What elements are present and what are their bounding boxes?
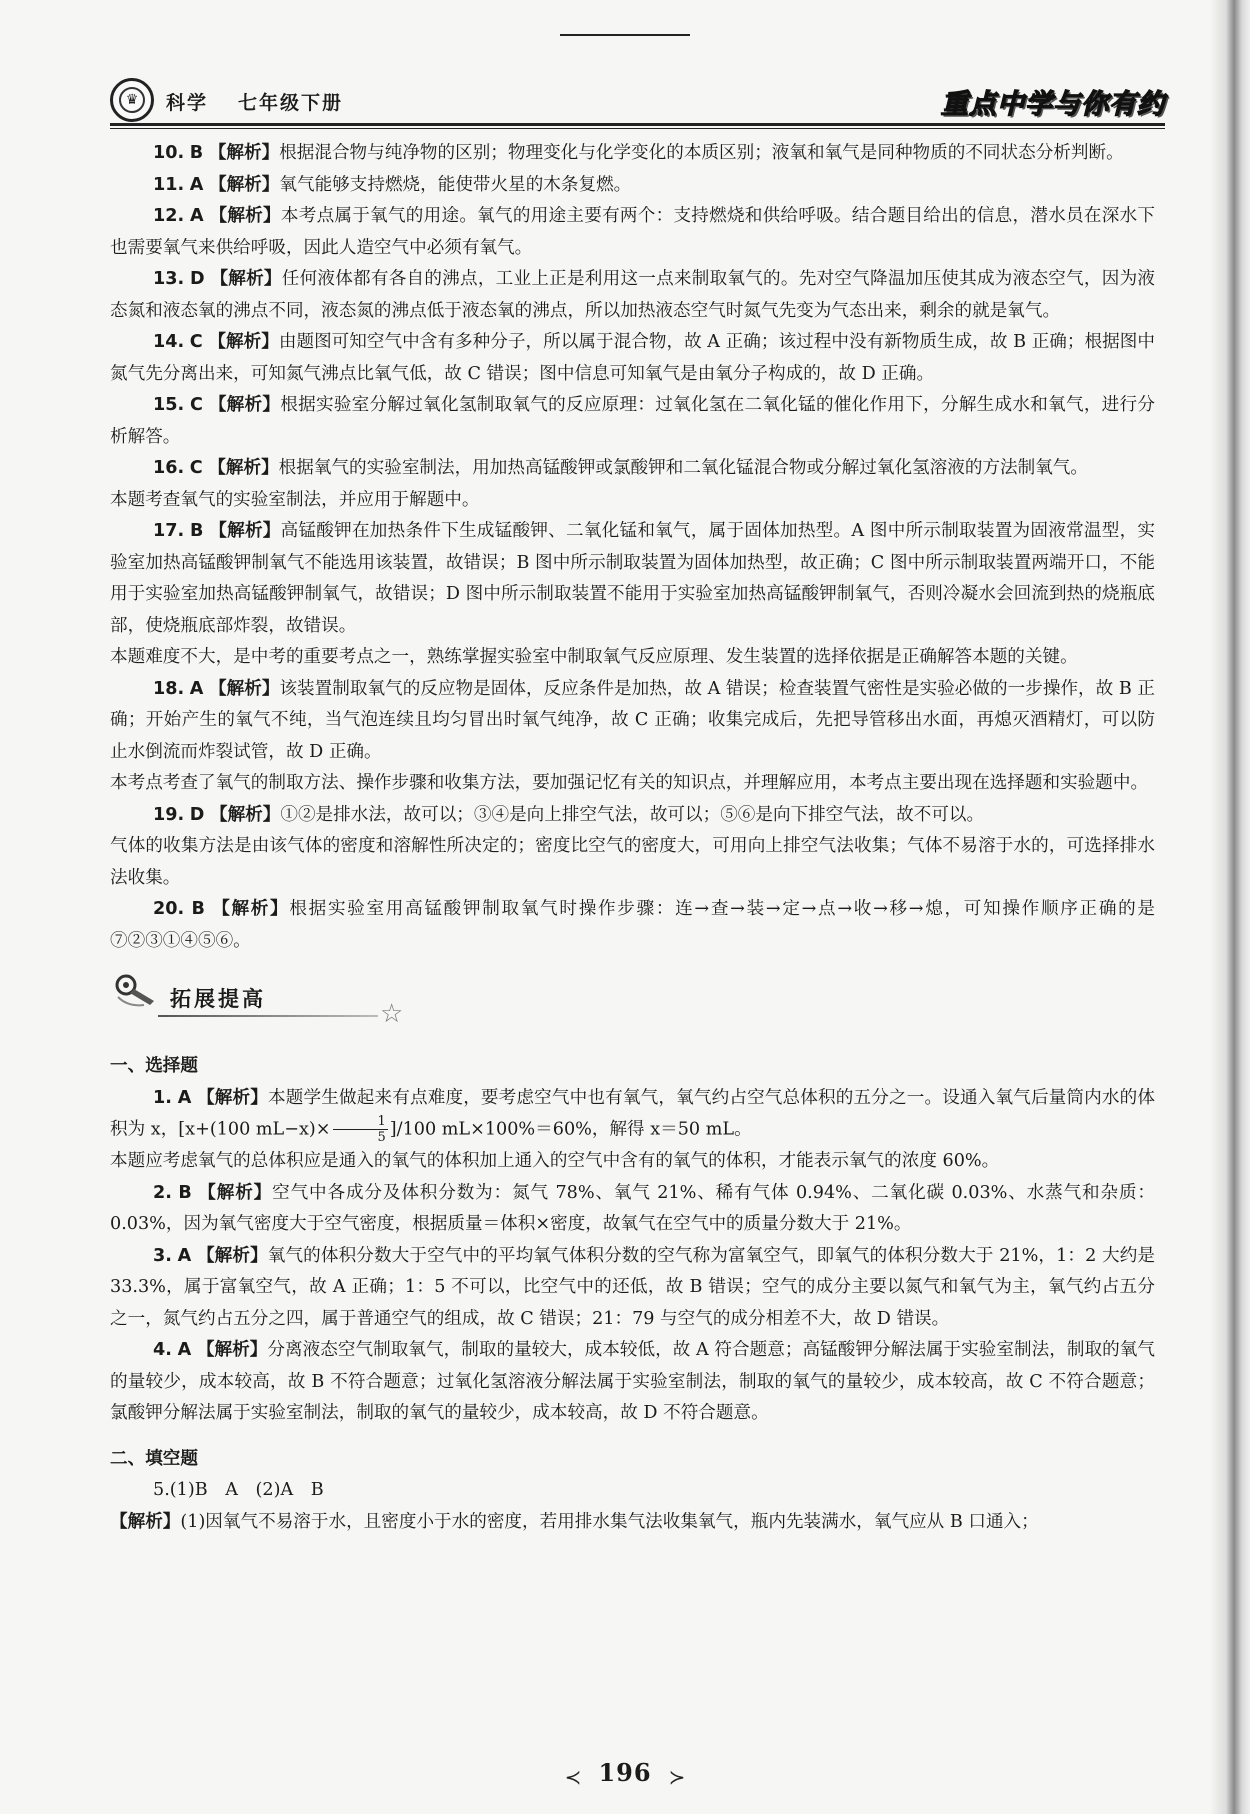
banner-underline: [158, 1015, 378, 1017]
answer-content: [110, 138, 1155, 1538]
analysis-text: 任何液体都有各自的沸点，工业上正是利用这一点来制取氧气的。先对空气降温加压使其成为液态空气，因为液态氮和液态氧的沸点不同，液态氮的沸点低于液态氧的沸点，所以加热液态空气时氮气先变为气态出来，剩余的就是氧气。: [110, 269, 1155, 321]
analysis-text: 根据实验室分解过氧化氢制取氧气的反应原理：过氧化氢在二氧化锰的催化作用下，分解生成水和氧气，进行分析解答。: [110, 395, 1155, 447]
fraction-denominator: 5: [377, 1130, 386, 1145]
answer-item: [110, 894, 1155, 957]
answer-item: [110, 674, 1155, 769]
analysis-text: 由题图可知空气中含有多种分子，所以属于混合物，故 A 正确；该过程中没有新物质生成，故 B 正确；根据图中氮气先分离出来，可知氮气沸点比氧气低，故 C 错误；图中信息可知氧气是由氧分子构成的，故 D 正确。: [110, 332, 1155, 384]
item-answer: B: [189, 143, 204, 163]
analysis-tag: 【解析】: [209, 804, 281, 825]
item-answer: A: [189, 174, 204, 195]
analysis-text: 空气中各成分及体积分数为：氮气 78%、氧气 21%、稀有气体 0.94%、二氧化碳 0.03%、水蒸气和杂质：0.03%，因为氧气密度大于空气密度，根据质量＝体积×密度，故氧气在空气中的质量分数大于 21%。: [110, 1182, 1156, 1234]
grade-label: 七年级下册: [238, 92, 344, 114]
header-rule: [110, 123, 1165, 126]
answer-item: [110, 516, 1155, 642]
analysis-text: 氧气能够支持燃烧，能使带火星的木条复燃。: [279, 174, 632, 195]
page-number: 196: [598, 1758, 652, 1787]
analysis-tag: 【解析】: [209, 678, 280, 699]
analysis-tag: 【解析】: [208, 332, 279, 352]
answer-item: [110, 1335, 1155, 1430]
footer-rule: [560, 34, 690, 36]
answer-item: [110, 264, 1155, 327]
series-title: 重点中学与你有约: [941, 89, 1165, 120]
answer-item: [110, 170, 1155, 202]
footer-right-ornament: ≻: [668, 1764, 686, 1789]
analysis-tag: 【解析】: [208, 458, 279, 478]
item-number: 10.: [153, 143, 185, 163]
analysis-text: (1)因氧气不易溶于水，且密度小于水的密度，若用排水集气法收集氧气，瓶内先装满水，氧气应从 B 口通入；: [180, 1511, 1039, 1532]
answer-item: [110, 327, 1155, 390]
analysis-tag: 【解析】: [196, 1245, 268, 1266]
answer-list-2: [110, 1178, 1155, 1430]
answer-note: 本考点考查了氧气的制取方法、操作步骤和收集方法，要加强记忆有关的知识点，并理解应用，本考点主要出现在选择题和实验题中。: [110, 773, 1149, 793]
analysis-text-cont: ]/100 mL×100%＝60%，解得 x＝50 mL。: [389, 1119, 752, 1140]
analysis-text: 高锰酸钾在加热条件下生成锰酸钾、二氧化锰和氧气，属于固体加热型。A 图中所示制取装置为固液常温型，实验室加热高锰酸钾制氧气不能选用该装置，故错误；B 图中所示制取装置为固体加热型，故正确；C 图中所示制取装置两端开口，不能用于实验室加热高锰酸钾制氧气，故错误；D 图中所示制取装置不能用于实验室加热高锰酸钾制氧气，否则冷凝水会回流到热的烧瓶底部，使烧瓶底部炸裂，故错误。: [110, 521, 1155, 636]
section-banner: [110, 965, 1155, 1037]
analysis-text: 本题学生做起来有点难度，要考虑空气中也有氧气，氧气约占空气总体积的五分之一。设通入氧气后量筒内水的体积为 x，[x+(100 mL−x)×: [110, 1087, 1155, 1140]
key-ribbon-icon: [114, 971, 160, 1011]
analysis-tag: 【解析】: [196, 1340, 268, 1360]
item-answer: C: [189, 458, 203, 478]
item-answer: A: [189, 678, 204, 699]
item-number: 2.: [153, 1182, 172, 1203]
answer-note-1: 本题应考虑氧气的总体积应是通入的氧气的体积加上通入的空气中含有的氧气的体积，才能表示氧气的浓度 60%。: [110, 1151, 1000, 1171]
item-answer: A: [177, 1340, 192, 1360]
page-edge: [1210, 0, 1250, 1814]
analysis-tag: 【解析】: [210, 269, 282, 289]
item-number: 18.: [153, 678, 185, 699]
item-number: 16.: [153, 458, 185, 478]
item-number: 17.: [153, 521, 185, 541]
footer-left-ornament: ≺: [564, 1764, 582, 1789]
item-number: 4.: [153, 1340, 172, 1360]
answer-note: 本题考查氧气的实验室制法，并应用于解题中。: [110, 489, 480, 510]
answer-item: [110, 1178, 1155, 1241]
analysis-text: 氧气的体积分数大于空气中的平均氧气体积分数的空气称为富氧空气，即氧气的体积分数大于 21%，1：2 大约是 33.3%，属于富氧空气，故 A 正确；1：5 不可以，比空气中的还低，故 B 错误；空气的成分主要以氮气和氧气为主，氧气约占五分之一，氮气约占五分之四，属于普通空气的组成，故 C 错误；21：79 与空气的成分相差不大，故 D 错误。: [110, 1245, 1155, 1329]
analysis-tag: 【解析】: [209, 206, 281, 226]
header-rule-thin: [110, 128, 1165, 129]
fraction-numerator: 1: [333, 1114, 388, 1130]
answer-analysis-5: [110, 1507, 1155, 1539]
item-number: 15.: [153, 395, 185, 415]
item-answer: B: [178, 1182, 192, 1203]
item-number: 19.: [153, 804, 185, 825]
analysis-tag: 【解析】: [212, 899, 290, 919]
analysis-tag: 【解析】: [209, 521, 281, 541]
star-icon: ☆: [380, 999, 404, 1029]
item-number: 20.: [153, 899, 185, 919]
analysis-text: 根据氧气的实验室制法，用加热高锰酸钾或氯酸钾和二氧化锰混合物或分解过氧化氢溶液的方法制氧气。: [278, 458, 1088, 478]
analysis-tag: 【解析】: [208, 395, 281, 415]
section-heading-choice: 一、选择题: [110, 1056, 198, 1076]
page-footer: [0, 1758, 1250, 1798]
analysis-text: 本考点属于氧气的用途。氧气的用途主要有两个：支持燃烧和供给呼吸。结合题目给出的信息，潜水员在深水下也需要氧气来供给呼吸，因此人造空气中必须有氧气。: [110, 206, 1155, 258]
graduation-cap-icon: ♛: [110, 78, 154, 122]
item-answer: A: [177, 1245, 192, 1266]
analysis-tag: 【解析】: [208, 174, 280, 195]
analysis-tag: 【解析】: [198, 1182, 273, 1203]
answer-item: [110, 138, 1155, 170]
subject-label: 科学: [166, 92, 209, 114]
analysis-tag: 【解析】: [110, 1511, 181, 1532]
item-answer: C: [189, 332, 203, 352]
item-answer: A: [190, 206, 204, 226]
item-answer: B: [190, 521, 204, 541]
item-number: 1.: [153, 1087, 172, 1108]
answer-list: [110, 138, 1155, 957]
analysis-tag: 【解析】: [197, 1087, 269, 1108]
item-answer: A: [177, 1087, 192, 1108]
analysis-text: ①②是排水法，故可以；③④是向上排空气法，故可以；⑤⑥是向下排空气法，故不可以。: [280, 804, 985, 825]
analysis-text: 该装置制取氧气的反应物是固体，反应条件是加热，故 A 错误；检查装置气密性是实验必做的一步操作，故 B 正确；开始产生的氧气不纯，当气泡连续且均匀冒出时氧气纯净，故 C 正确；收集完成后，先把导管移出水面，再熄灭酒精灯，可以防止水倒流而炸裂试管，故 D 正确。: [110, 678, 1155, 762]
analysis-tag: 【解析】: [208, 143, 280, 163]
item-answer: C: [190, 395, 203, 415]
item-answer: D: [190, 269, 205, 289]
answer-item: [110, 1241, 1155, 1336]
item-answer: D: [189, 804, 205, 825]
answer-item: [110, 201, 1155, 264]
analysis-text: 根据实验室用高锰酸钾制取氧气时操作步骤：连→查→装→定→点→收→移→熄，可知操作顺序正确的是⑦②③①④⑤⑥。: [110, 899, 1156, 951]
answer-item: [110, 453, 1155, 485]
answer-item: [110, 390, 1155, 453]
item-number: 11.: [153, 174, 185, 195]
answer-note: 本题难度不大，是中考的重要考点之一，熟练掌握实验室中制取氧气反应原理、发生装置的选择依据是正确解答本题的关键。: [110, 647, 1078, 667]
section-heading-fill: 二、填空题: [110, 1448, 198, 1469]
item-number: 12.: [153, 206, 185, 226]
banner-title: 拓展提高: [170, 987, 266, 1011]
item-number: 13.: [153, 269, 185, 289]
analysis-text: 分离液态空气制取氧气，制取的量较大，成本较低，故 A 符合题意；高锰酸钾分解法属于实验室制法，制取的氧气的量较少，成本较高，故 B 不符合题意；过氧化氢溶液分解法属于实验室制法，制取的氧气的量较少，成本较高，故 C 不符合题意；氯酸钾分解法属于实验室制法，制取的氧气的量较少，成本较高，故 D 不符合题意。: [110, 1340, 1156, 1423]
analysis-text: 根据混合物与纯净物的区别；物理变化与化学变化的本质区别；液氧和氧气是同种物质的不同状态分析判断。: [279, 143, 1124, 163]
item-answer: B: [191, 899, 205, 919]
answer-item: [110, 800, 1155, 832]
answer-item-5: 5.(1)B A (2)A B: [153, 1480, 324, 1500]
fraction: [333, 1114, 388, 1145]
item-number: 14.: [153, 332, 185, 352]
answer-note: 气体的收集方法是由该气体的密度和溶解性所决定的；密度比空气的密度大，可用向上排空气法收集；气体不易溶于水的，可选择排水法收集。: [110, 836, 1155, 888]
item-number: 3.: [153, 1245, 172, 1266]
answer-item-1: [110, 1083, 1155, 1147]
